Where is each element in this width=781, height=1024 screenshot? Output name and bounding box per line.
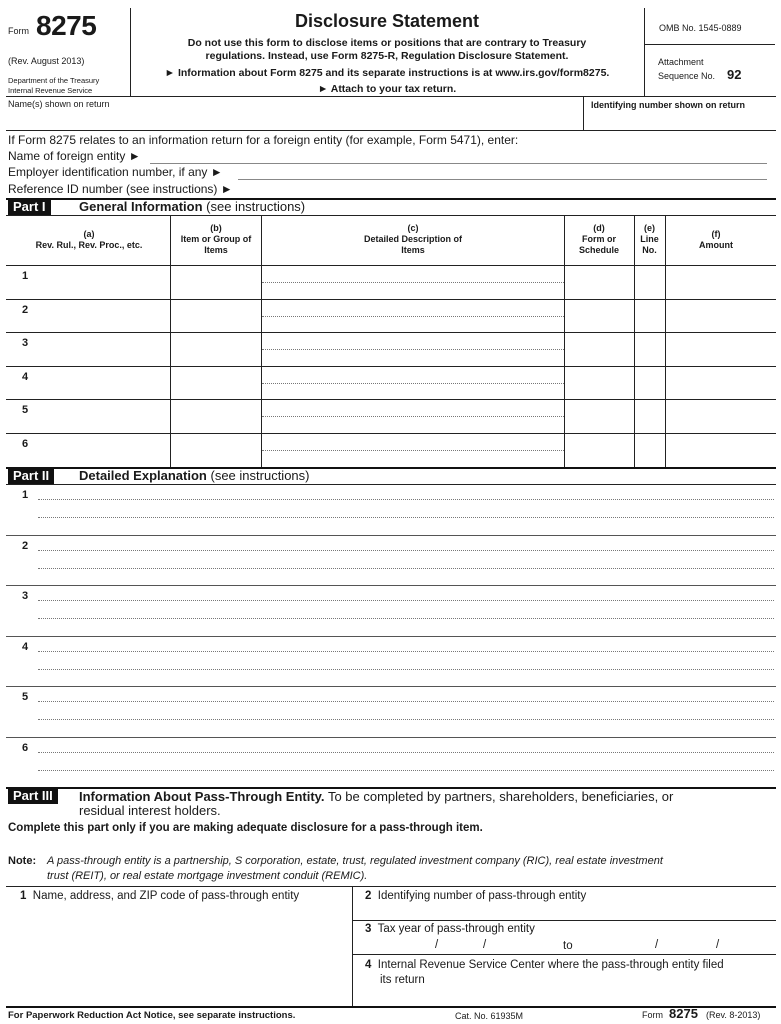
form-schedule-cell[interactable] — [565, 433, 634, 467]
form-schedule-cell[interactable] — [565, 265, 634, 299]
field2-label — [365, 890, 586, 902]
dept-treasury: Department of the Treasury — [8, 76, 100, 85]
note-label: Note: — [8, 855, 37, 867]
reference-id-field[interactable] — [244, 183, 767, 197]
part2-row-number: 4 — [22, 640, 29, 653]
field1-text: Name, address, and ZIP code of pass-through entity — [32, 890, 300, 902]
tax-year-slash-3: / — [655, 939, 659, 951]
part3-title-rest: To be completed by partners, shareholders, beneficiaries, or — [327, 789, 674, 804]
col-a-header: (a) Rev. Rul., Rev. Proc., etc. — [35, 229, 143, 250]
part2-explanation-row[interactable] — [6, 585, 776, 636]
part1-row-number: 2 — [22, 303, 29, 316]
irs-center-field[interactable] — [380, 988, 770, 1002]
part1-title — [79, 199, 305, 214]
field4-text-line2: its return — [380, 974, 425, 986]
part1-table-row — [6, 366, 776, 400]
line-no-cell[interactable] — [635, 399, 665, 433]
foreign-entity-intro: If Form 8275 relates to an information return for a foreign entity (for example, Form 5471), enter: — [8, 133, 519, 147]
line-no-cell[interactable] — [635, 332, 665, 366]
col-d-header: (d) Form or Schedule — [578, 223, 619, 255]
part1-row-number: 1 — [22, 270, 29, 282]
tax-year-slash-2: / — [483, 939, 487, 951]
footer-form-word: Form — [642, 1010, 663, 1020]
part2-explanation-row[interactable] — [6, 686, 776, 737]
field3-num: 3 — [365, 923, 372, 935]
note-line-2: trust (REIT), or real estate mortgage investment conduit (REMIC). — [47, 870, 368, 882]
line-no-cell[interactable] — [635, 433, 665, 467]
col-f-header: (f) Amount — [699, 229, 733, 250]
part1-table-row — [6, 299, 776, 333]
rev-rul-cell[interactable] — [6, 433, 170, 467]
line-no-cell[interactable] — [635, 265, 665, 299]
amount-cell[interactable] — [666, 433, 776, 467]
dept-irs: Internal Revenue Service — [8, 86, 93, 95]
form-schedule-cell[interactable] — [565, 299, 634, 333]
footer-form-number: 8275 — [669, 1006, 698, 1021]
id-number-field[interactable] — [591, 110, 775, 130]
col-c-header: (c) Detailed Description of Items — [363, 223, 462, 255]
field3-label — [365, 923, 535, 935]
amount-cell[interactable] — [666, 366, 776, 400]
field3-text: Tax year of pass-through entity — [377, 923, 535, 935]
col-e-header: (e) Line No. — [640, 223, 659, 255]
tax-year-to: to — [563, 940, 573, 952]
part1-row-number: 3 — [22, 337, 29, 350]
subtitle-line-2: regulations. Instead, use Form 8275-R, Regulation Disclosure Statement. — [205, 50, 569, 62]
part3-tab: Part III — [8, 788, 58, 804]
tax-year-slash-1: / — [435, 939, 439, 951]
part1-table-row — [6, 399, 776, 433]
tax-year-slash-4: / — [716, 939, 720, 951]
part2-title-bold: Detailed Explanation — [79, 468, 207, 483]
paperwork-notice: For Paperwork Reduction Act Notice, see separate instructions. — [8, 1010, 296, 1021]
amount-cell[interactable] — [666, 399, 776, 433]
part1-title-bold: General Information — [79, 199, 203, 214]
amount-cell[interactable] — [666, 332, 776, 366]
line-no-cell[interactable] — [635, 299, 665, 333]
part2-row-number: 2 — [22, 539, 29, 552]
name-field[interactable] — [8, 110, 580, 130]
name-label: Name(s) shown on return — [8, 99, 110, 109]
part2-title — [79, 468, 309, 483]
item-cell[interactable] — [171, 299, 261, 333]
amount-cell[interactable] — [666, 299, 776, 333]
revision-date: (Rev. August 2013) — [8, 56, 85, 66]
ein-label: Employer identification number, if any ► — [8, 165, 223, 179]
rev-rul-cell[interactable] — [6, 399, 170, 433]
item-cell[interactable] — [171, 433, 261, 467]
form-schedule-cell[interactable] — [565, 399, 634, 433]
info-line: ► Information about Form 8275 and its separate instructions is at www.irs.gov/form8275. — [164, 67, 610, 79]
form-word: Form — [8, 26, 29, 36]
part2-row-number: 5 — [22, 691, 29, 703]
sequence-label: Sequence No. — [658, 71, 716, 81]
part2-title-suffix: (see instructions) — [210, 468, 310, 483]
col-b-header: (b) Item or Group of Items — [180, 223, 252, 255]
rev-rul-cell[interactable] — [6, 332, 170, 366]
part1-row-number: 6 — [22, 438, 29, 450]
part2-tab: Part II — [8, 468, 54, 484]
subtitle-line-1: Do not use this form to disclose items or positions that are contrary to Treasury — [187, 37, 587, 49]
footer-revision: (Rev. 8-2013) — [706, 1010, 761, 1020]
note-line-1: A pass-through entity is a partnership, S corporation, estate, trust, regulated investment company (RIC), real estate investment — [47, 855, 663, 867]
item-cell[interactable] — [171, 332, 261, 366]
id-number-label: Identifying number shown on return — [591, 100, 745, 110]
field1-num: 1 — [20, 890, 27, 902]
part1-table-row — [6, 332, 776, 366]
form-schedule-cell[interactable] — [565, 332, 634, 366]
item-cell[interactable] — [171, 399, 261, 433]
field2-num: 2 — [365, 890, 372, 902]
field4-num: 4 — [365, 959, 372, 971]
foreign-name-field[interactable] — [150, 150, 767, 164]
line-no-cell[interactable] — [635, 366, 665, 400]
part3-title — [79, 789, 673, 804]
rev-rul-cell[interactable] — [6, 299, 170, 333]
attach-line: ► Attach to your tax return. — [317, 83, 457, 95]
part1-row-number: 5 — [22, 404, 29, 417]
part2-explanation-row[interactable] — [6, 484, 776, 535]
reference-id-label: Reference ID number (see instructions) ► — [8, 182, 233, 196]
part3-title-line2: residual interest holders. — [79, 803, 221, 818]
form-number: 8275 — [36, 10, 97, 41]
rev-rul-cell[interactable] — [6, 265, 170, 299]
field2-text: Identifying number of pass-through entity — [377, 890, 587, 902]
part2-row-number: 6 — [22, 741, 29, 754]
item-cell[interactable] — [171, 265, 261, 299]
amount-cell[interactable] — [666, 265, 776, 299]
item-cell[interactable] — [171, 366, 261, 400]
omb-number: OMB No. 1545-0889 — [659, 23, 742, 33]
field4-label — [365, 959, 724, 971]
tax-year-end-field[interactable] — [585, 938, 765, 954]
sequence-number: 92 — [727, 67, 742, 82]
part1-tab: Part I — [8, 199, 51, 215]
part1-table-row — [6, 433, 776, 467]
form-schedule-cell[interactable] — [565, 366, 634, 400]
part2-explanation-row[interactable] — [6, 737, 776, 788]
attachment-label: Attachment — [658, 57, 704, 67]
part1-row-number: 4 — [22, 370, 29, 383]
part1-table-row — [6, 265, 776, 299]
part3-complete-note: Complete this part only if you are making adequate disclosure for a pass-through item. — [8, 822, 483, 834]
field4-text: Internal Revenue Service Center where the pass-through entity filed — [377, 959, 724, 971]
foreign-name-label: Name of foreign entity ► — [8, 149, 141, 163]
part2-row-number: 1 — [22, 489, 29, 501]
rev-rul-cell[interactable] — [6, 366, 170, 400]
part2-explanation-row[interactable] — [6, 535, 776, 586]
part1-title-suffix: (see instructions) — [206, 199, 306, 214]
pass-through-id-field[interactable] — [365, 905, 769, 919]
field1-label — [20, 890, 299, 902]
ein-field[interactable] — [238, 166, 767, 180]
tax-year-begin-field[interactable] — [380, 938, 550, 954]
part2-explanation-row[interactable] — [6, 636, 776, 687]
part2-row-number: 3 — [22, 590, 29, 602]
form-title: Disclosure Statement — [294, 11, 480, 31]
cat-number: Cat. No. 61935M — [455, 1011, 524, 1021]
part3-title-bold: Information About Pass-Through Entity. — [79, 789, 325, 804]
pass-through-name-address-field[interactable] — [20, 908, 346, 1002]
